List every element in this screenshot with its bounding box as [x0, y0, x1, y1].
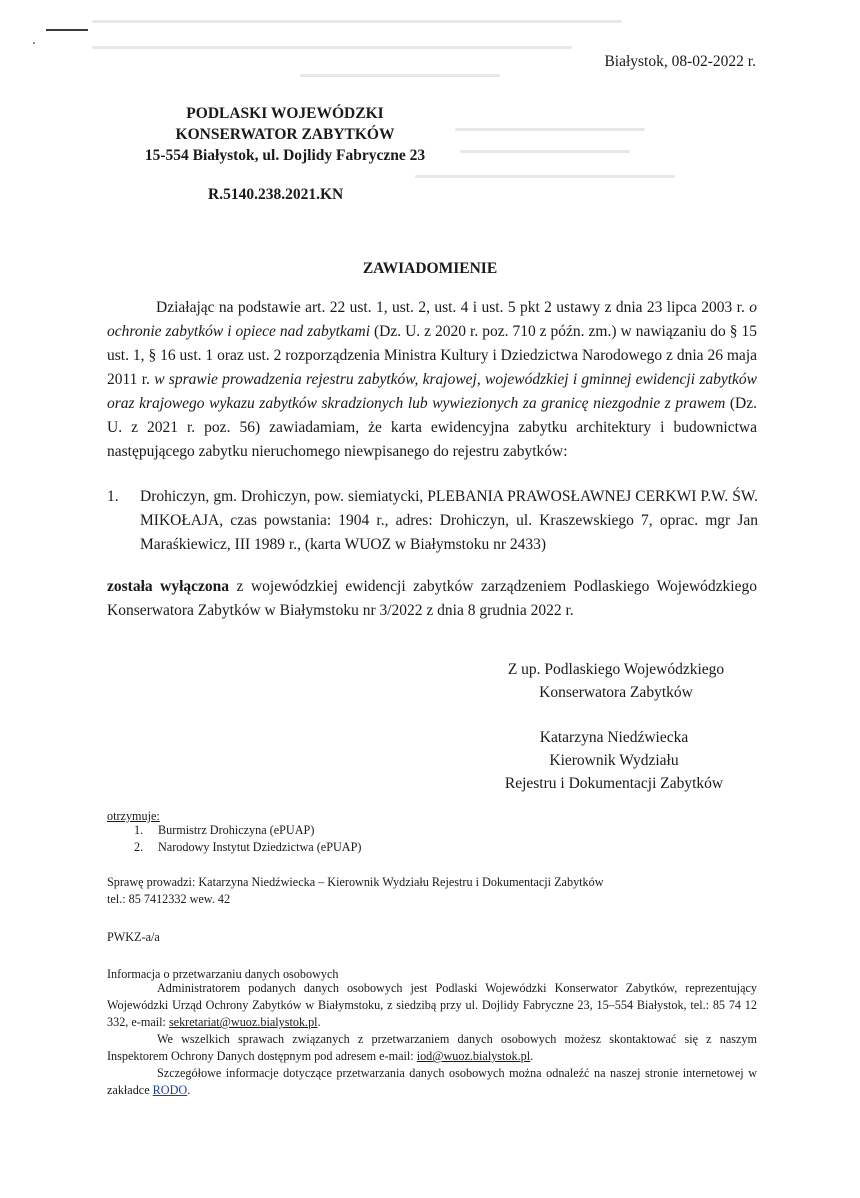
privacy-notice — [107, 980, 757, 1099]
document-title: ZAWIADOMIENIE — [362, 260, 498, 277]
bleed-through-line — [455, 128, 645, 131]
main-paragraph — [107, 296, 757, 464]
privacy-heading: Informacja o przetwarzaniu danych osobowych — [107, 967, 339, 981]
recipients-heading: otrzymuje: — [107, 809, 160, 823]
exclusion-status: została wyłączona — [107, 578, 230, 595]
place-date: Białystok, 08-02-2022 r. — [604, 53, 756, 70]
recipients-list — [134, 822, 634, 856]
list-number: 1. — [134, 823, 144, 837]
law-title: o ochronie zabytków i opiece nad zabytkami — [107, 299, 757, 340]
case-reference: R.5140.238.2021.KN — [208, 186, 344, 203]
case-handler — [107, 874, 757, 908]
list-item — [134, 839, 634, 856]
list-number: 1. — [107, 488, 119, 505]
signature-authority — [446, 658, 786, 704]
sender-block — [110, 103, 460, 166]
iod-email-link[interactable]: iod@wuoz.bialystok.pl — [416, 1049, 531, 1063]
privacy-text: Szczegółowe informacje dotyczące przetwarzania danych osobowych można odnaleźć na naszej stronie internetowej w zakładce — [107, 1066, 757, 1097]
handler-phone: tel.: 85 7412332 wew. 42 — [107, 892, 231, 906]
bleed-through-line — [300, 74, 500, 77]
signatory — [444, 726, 784, 795]
paragraph-text: Działając na podstawie art. 22 ust. 1, ust. 2, ust. 4 i ust. 5 pkt 2 ustawy z dnia 23 lipca 2003 r. — [156, 299, 750, 316]
sender-line: KONSERWATOR ZABYTKÓW — [175, 126, 395, 143]
bleed-through-line — [92, 46, 572, 49]
bleed-through-line — [92, 20, 622, 23]
signature-line: Z up. Podlaskiego Wojewódzkiego — [507, 661, 725, 678]
list-item — [134, 822, 634, 839]
list-number: 2. — [134, 840, 144, 854]
bleed-through-line — [415, 175, 675, 178]
regulation-title: w sprawie prowadzenia rejestru zabytków, krajowej, wojewódzkiej i gminnej ewidencji zabytków oraz krajowego wykazu zabytków skradzionych lub wywiezionych za granicę niezgodnie z prawem — [107, 371, 758, 412]
recipient-text: Narodowy Instytut Dziedzictwa (ePUAP) — [158, 840, 362, 854]
privacy-text: Administratorem podanych danych osobowych jest Podlaski Wojewódzki Konserwator Zabytków, reprezentujący Wojewódzki Urząd Ochrony Zabytków w Białymstoku, z siedzibą przy ul. Dojlidy Fabryczne 23, 15–554 Białystok, tel.: 85 74 12 332, e-mail: — [107, 981, 757, 1029]
paragraph-text: (Dz. U. z 2021 r. poz. 56) zawiadamiam, że karta ewidencyjna zabytku architektury i budownictwa następującego zabytku nieruchomego niewpisanego do rejestru zabytków: — [107, 395, 757, 460]
sender-address: 15-554 Białystok, ul. Dojlidy Fabryczne 23 — [144, 147, 426, 164]
monument-list — [107, 485, 757, 557]
exclusion-paragraph — [107, 575, 757, 623]
recipient-text: Burmistrz Drohiczyna (ePUAP) — [158, 823, 315, 837]
privacy-text: We wszelkich sprawach związanych z przetwarzaniem danych osobowych możesz skontaktować się z naszym Inspektorem Ochrony Danych dostępnym pod adresem e-mail: — [107, 1032, 757, 1063]
scan-mark — [46, 29, 88, 31]
signatory-name: Katarzyna Niedźwiecka — [539, 729, 689, 746]
scan-dot — [33, 42, 35, 44]
secretariat-email-link[interactable]: sekretariat@wuoz.bialystok.pl — [168, 1015, 318, 1029]
bleed-through-line — [460, 150, 630, 153]
file-code: PWKZ-a/a — [107, 930, 160, 944]
privacy-paragraph — [107, 1065, 757, 1099]
punctuation: . — [317, 1015, 321, 1029]
sender-line: PODLASKI WOJEWÓDZKI — [186, 105, 384, 122]
punctuation: . — [187, 1083, 191, 1097]
signatory-position: Kierownik Wydziału — [549, 752, 679, 769]
privacy-paragraph — [107, 1031, 757, 1065]
handler-line: Sprawę prowadzi: Katarzyna Niedźwiecka – Kierownik Wydziału Rejestru i Dokumentacji Zabytków — [107, 875, 604, 889]
signatory-position: Rejestru i Dokumentacji Zabytków — [504, 775, 724, 792]
privacy-paragraph — [107, 980, 757, 1031]
rodo-link[interactable]: RODO — [152, 1083, 188, 1097]
signature-line: Konserwatora Zabytków — [539, 684, 693, 701]
punctuation: . — [530, 1049, 534, 1063]
exclusion-text: z wojewódzkiej ewidencji zabytków zarządzeniem Podlaskiego Wojewódzkiego Konserwatora Zabytków w Białymstoku nr 3/2022 z dnia 8 grudnia 2022 r. — [107, 578, 757, 619]
list-item-text: Drohiczyn, gm. Drohiczyn, pow. siemiatycki, PLEBANIA PRAWOSŁAWNEJ CERKWI P.W. ŚW. MIKOŁAJA, czas powstania: 1904 r., adres: Drohiczyn, ul. Kraszewskiego 7, oprac. mgr Jan Maraśkiewicz, III 1989 r., (karta WUOZ w Białymstoku nr 2433) — [140, 488, 758, 553]
list-item — [107, 485, 757, 557]
paragraph-text: (Dz. U. z 2020 r. poz. 710 z późn. zm.) w nawiązaniu do § 15 ust. 1, § 16 ust. 1 oraz ust. 2 rozporządzenia Ministra Kultury i Dziedzictwa Narodowego z dnia 26 maja 2011 r. — [107, 323, 757, 388]
